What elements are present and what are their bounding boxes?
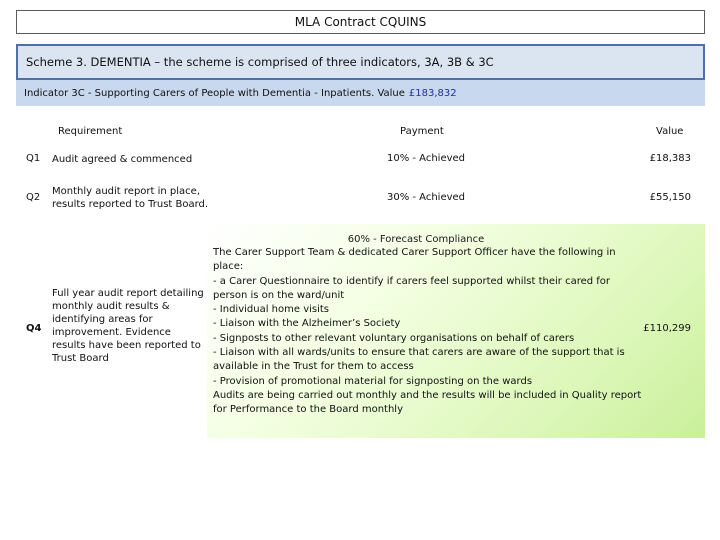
row-q2-code: Q2: [26, 192, 41, 203]
scheme-text: Scheme 3. DEMENTIA – the scheme is comprised of three indicators, 3A, 3B & 3C: [26, 55, 494, 69]
forecast-line: Audits are being carried out monthly and the results will be included in Quality report for Performance to the Board monthly: [213, 389, 642, 416]
row-q1-code: Q1: [26, 153, 41, 164]
forecast-line: - Provision of promotional material for signposting on the wards: [213, 375, 533, 387]
column-header-requirement: Requirement: [58, 126, 123, 137]
row-q1-requirement: Audit agreed & commenced: [52, 154, 193, 165]
column-header-payment: Payment: [400, 126, 444, 137]
forecast-line: - Signposts to other relevant voluntary organisations on behalf of carers: [213, 332, 575, 344]
row-q1-payment: 10% - Achieved: [386, 153, 466, 164]
forecast-line: - a Carer Questionnaire to identify if carers feel supported whilst their cared for person is on the ward/unit: [213, 275, 611, 301]
row-q4-requirement: Full year audit report detailing monthly audit results & identifying areas for improvement. Evidence results have been reported to Trust Board: [52, 288, 204, 364]
forecast-line: - Liaison with the Alzheimer’s Society: [213, 318, 401, 330]
row-q4-payment-title: 60% - Forecast Compliance: [347, 234, 485, 245]
column-header-value: Value: [656, 126, 684, 137]
forecast-line: - Liaison with all wards/units to ensure that carers are aware of the support that is available in the Trust for them to access: [213, 347, 625, 373]
row-q4-code: Q4: [26, 323, 42, 334]
row-q1-value: £18,383: [649, 153, 691, 164]
row-q2-payment: 30% - Achieved: [386, 192, 466, 203]
scheme-heading: [16, 44, 705, 80]
row-q4-value: £110,299: [643, 323, 691, 334]
indicator-value: £183,832: [408, 87, 457, 99]
row-q2-requirement: Monthly audit report in place, results reported to Trust Board.: [52, 186, 209, 210]
indicator-text: Indicator 3C - Supporting Carers of People with Dementia - Inpatients. Value: [24, 87, 405, 99]
document-title: MLA Contract CQUINS: [16, 10, 705, 34]
row-q2-value: £55,150: [649, 192, 691, 203]
forecast-line: The Carer Support Team & dedicated Carer Support Officer have the following in place:: [213, 247, 616, 273]
indicator-heading: [16, 80, 705, 106]
forecast-line: - Individual home visits: [213, 304, 330, 316]
